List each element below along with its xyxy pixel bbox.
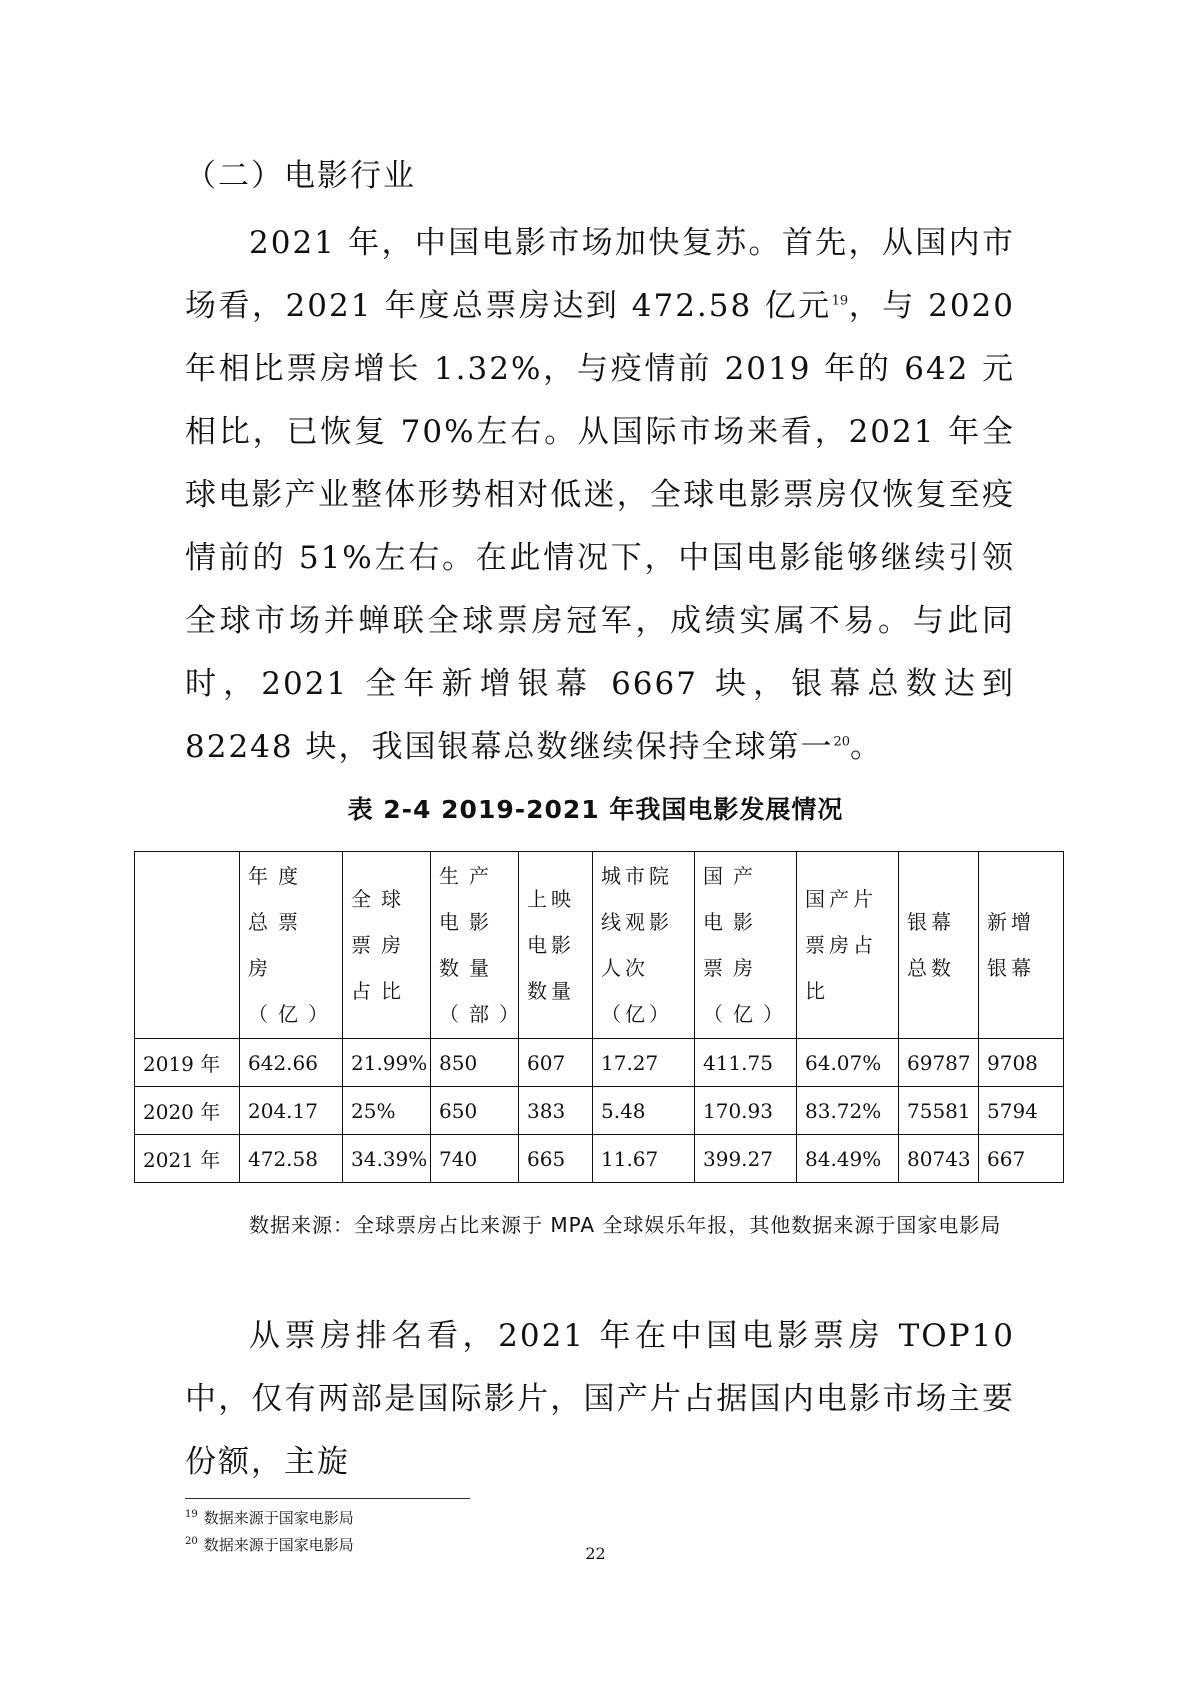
paragraph-box-office-ranking: 从票房排名看，2021 年在中国电影票房 TOP10 中，仅有两部是国际影片，国产片占据国内电影市场主要份额，主旋 (185, 1318, 1015, 1480)
table-cell: 25% (343, 1087, 431, 1135)
table-cell: 642.66 (240, 1039, 343, 1087)
header-new-screens: 新增银幕 (979, 852, 1064, 1039)
table-cell: 84.49% (797, 1135, 899, 1183)
table-title: 表 2-4 2019-2021 年我国电影发展情况 (347, 795, 844, 824)
table-cell: 2021 年 (135, 1135, 240, 1183)
table-cell: 665 (519, 1135, 593, 1183)
header-total-screens: 银幕总数 (899, 852, 979, 1039)
header-total-box-office: 年度总票房（亿） (240, 852, 343, 1039)
page-number: 22 (585, 1544, 606, 1563)
footnote-ref-20[interactable]: 20 (833, 734, 851, 750)
footnote-divider (185, 1498, 470, 1499)
footnote-text: 数据来源于国家电影局 (203, 1509, 354, 1527)
table-cell: 411.75 (695, 1039, 797, 1087)
table-cell: 650 (431, 1087, 519, 1135)
table-cell: 5.48 (593, 1087, 695, 1135)
film-development-table (134, 851, 1064, 1183)
section-heading: （二）电影行业 (185, 158, 416, 194)
footnote-number: 19 (185, 1509, 198, 1520)
header-films-released: 上映电影数量 (519, 852, 593, 1039)
table-cell: 75581 (899, 1087, 979, 1135)
table-cell: 472.58 (240, 1135, 343, 1183)
table-cell: 850 (431, 1039, 519, 1087)
footnote-number: 20 (185, 1536, 198, 1547)
table-cell: 64.07% (797, 1039, 899, 1087)
paragraph-text-part-3: 。 (850, 729, 884, 765)
table-cell: 170.93 (695, 1087, 797, 1135)
table-cell: 2019 年 (135, 1039, 240, 1087)
table-cell: 83.72% (797, 1087, 899, 1135)
table-cell: 34.39% (343, 1135, 431, 1183)
table-cell: 740 (431, 1135, 519, 1183)
footnote-ref-19[interactable]: 19 (831, 293, 849, 309)
table-cell: 9708 (979, 1039, 1064, 1087)
paragraph-text-part-2: ，与 2020 年相比票房增长 1.32%，与疫情前 2019 年的 642 元相比，已恢复 70%左右。从国际市场来看，2021 年全球电影产业整体形势相对低迷，全球电影票房仅恢复至疫情前的 51%左右。在此情况下，中国电影能够继续引领全球市场并蝉联全球票房冠军，成绩实属不易。与此同时，2021 全年新增银幕 6667 块，银幕总数达到 82248 块，我国银幕总数继续保持全球第一 (185, 288, 1015, 765)
table-cell: 17.27 (593, 1039, 695, 1087)
header-urban-admissions: 城市院线观影人次（亿） (593, 852, 695, 1039)
header-domestic-share: 国产片票房占比 (797, 852, 899, 1039)
header-domestic-box-office: 国产电影票房（亿） (695, 852, 797, 1039)
table-row (135, 1135, 1064, 1183)
table-cell: 204.17 (240, 1087, 343, 1135)
table-row (135, 1039, 1064, 1087)
table-cell: 11.67 (593, 1135, 695, 1183)
paragraph-market-overview (185, 212, 1015, 779)
table-header-row (135, 852, 1064, 1039)
table-cell: 399.27 (695, 1135, 797, 1183)
footnote-text: 数据来源于国家电影局 (203, 1536, 354, 1554)
table-cell: 80743 (899, 1135, 979, 1183)
header-global-share: 全球票房占比 (343, 852, 431, 1039)
table-cell: 667 (979, 1135, 1064, 1183)
table-cell: 607 (519, 1039, 593, 1087)
table-cell: 2020 年 (135, 1087, 240, 1135)
table-source-note: 数据来源：全球票房占比来源于 MPA 全球娱乐年报，其他数据来源于国家电影局 (249, 1213, 1002, 1237)
paragraph-text-part-1: 2021 年，中国电影市场加快复苏。首先，从国内市场看，2021 年度总票房达到 472.58 亿元 (185, 225, 1015, 324)
table-row (135, 1087, 1064, 1135)
table-cell: 383 (519, 1087, 593, 1135)
footnote-item (185, 1503, 354, 1530)
table-cell: 69787 (899, 1039, 979, 1087)
table-cell: 5794 (979, 1087, 1064, 1135)
table-cell: 21.99% (343, 1039, 431, 1087)
header-cell-empty (135, 852, 240, 1039)
header-films-produced: 生产电影数量（部） (431, 852, 519, 1039)
